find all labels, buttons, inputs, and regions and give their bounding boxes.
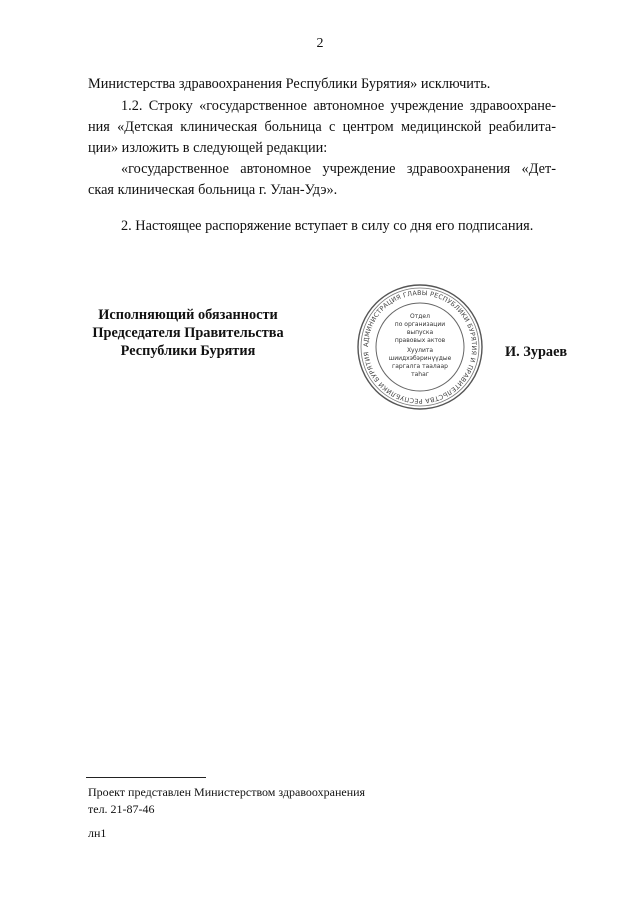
body-line-2: 1.2. Строку «государственное автономное учреждение здравоохране-: [121, 98, 556, 114]
seal-line-6: шиидхэбэринүүдые: [388, 355, 452, 362]
official-seal: [355, 282, 485, 412]
footnote-divider: [86, 777, 206, 778]
footnote-line-3: лн1: [88, 826, 107, 840]
body-line-7: 2. Настоящее распоряжение вступает в силу со дня его подписания.: [121, 218, 534, 234]
footnote-line-2: тел. 21-87-46: [88, 802, 155, 816]
body-line-4: ции» изложить в следующей редакции:: [88, 140, 328, 156]
seal-line-8: таһаг: [411, 371, 429, 378]
seal-line-3: выпуска: [406, 329, 434, 336]
footnote-line-1: Проект представлен Министерством здравоохранения: [88, 785, 366, 799]
seal-ring-text: АДМИНИСТРАЦИЯ ГЛАВЫ РЕСПУБЛИКИ БУРЯТИЯ И ПРАВИТЕЛЬСТВА РЕСПУБЛИКИ БУРЯТИЯ: [361, 288, 479, 406]
seal-line-2: по организации: [394, 321, 446, 328]
seal-line-1: Отдел: [410, 313, 430, 320]
seal-line-5: Хуулита: [406, 347, 434, 354]
page-number: 2: [316, 36, 324, 51]
body-line-6: ская клиническая больница г. Улан-Удэ».: [88, 182, 338, 198]
signatory-position-line-2: Председателя Правительства: [92, 325, 284, 341]
signatory-position-line-3: Республики Бурятия: [120, 343, 256, 359]
body-line-5: «государственное автономное учреждение здравоохранения «Дет-: [121, 161, 556, 177]
seal-line-4: правовых актов: [394, 337, 446, 344]
body-line-1: Министерства здравоохранения Республики Бурятия» исключить.: [88, 76, 491, 92]
seal-line-7: гаргалга таалаар: [392, 363, 448, 370]
signatory-position-line-1: Исполняющий обязанности: [98, 307, 278, 323]
body-line-3: ния «Детская клиническая больница с центром медицинской реабилита-: [88, 119, 556, 135]
signatory-position: [78, 306, 298, 360]
signatory-name: И. Зураев: [505, 344, 568, 360]
